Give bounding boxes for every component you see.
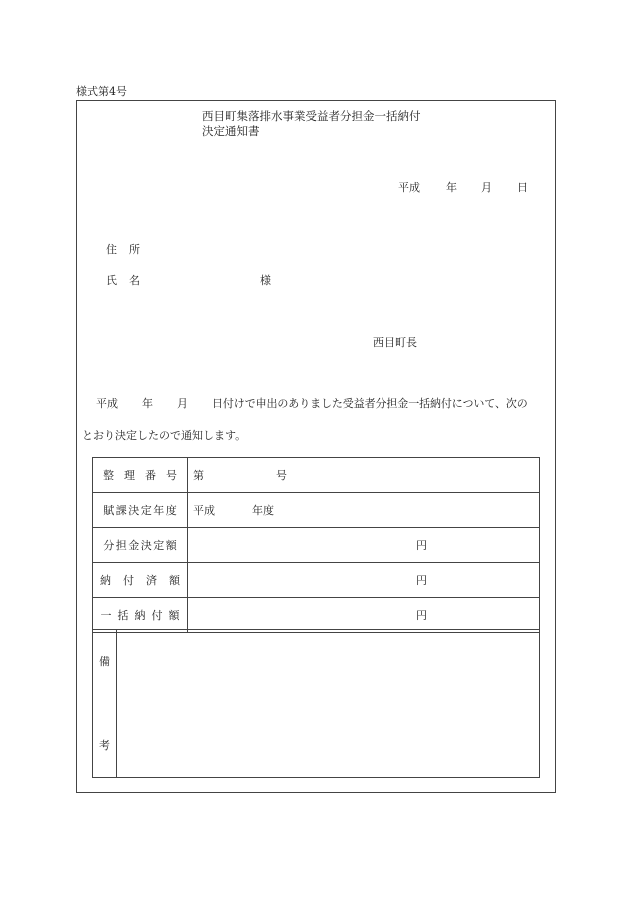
- value-suffix: 号: [276, 469, 287, 482]
- decision-table: [92, 457, 540, 633]
- row-label-lump-sum-amount: [93, 598, 188, 633]
- row-label-text: 整理番号: [103, 469, 187, 482]
- value-suffix: 円: [416, 574, 427, 587]
- row-label-assessment-year: [93, 493, 188, 528]
- value-suffix: 円: [416, 539, 427, 552]
- date-day: 日: [517, 181, 528, 194]
- row-label-paid-amount: [93, 563, 192, 598]
- table-row: [93, 493, 540, 528]
- name-label-2: 名: [129, 274, 140, 287]
- body-year: 年: [142, 397, 153, 410]
- date-era: 平成: [398, 181, 420, 194]
- title-line-2: 決定通知書: [202, 124, 260, 138]
- value-prefix: 平成: [193, 504, 215, 517]
- value-suffix: 年度: [252, 504, 274, 517]
- row-label-text: 一括納付額: [100, 609, 186, 622]
- remarks-label-2: 考: [99, 739, 110, 752]
- row-value-reference-number: [188, 458, 540, 493]
- remarks-box: [92, 629, 540, 778]
- value-prefix: 第: [193, 469, 204, 482]
- row-label-text: 納付済額: [100, 574, 192, 587]
- row-label-text: 賦課決定年度: [103, 504, 179, 517]
- remarks-label-cell: [93, 630, 117, 778]
- row-value-lump-sum-amount: [188, 598, 540, 633]
- row-value-paid-amount: [188, 563, 540, 598]
- body-era: 平成: [96, 397, 118, 410]
- row-label-reference-number: [93, 458, 188, 493]
- value-suffix: 円: [416, 609, 427, 622]
- honorific: 様: [260, 274, 271, 287]
- name-label-1: 氏: [106, 274, 117, 287]
- row-label-text: 分担金決定額: [103, 539, 179, 552]
- issuer: 西目町長: [373, 336, 417, 349]
- row-label-determined-amount: [93, 528, 188, 563]
- remarks-label-1: 備: [99, 655, 110, 668]
- date-month: 月: [481, 181, 492, 194]
- address-label-1: 住: [106, 243, 117, 256]
- row-value-determined-amount: [188, 528, 540, 563]
- remarks-content: [117, 630, 540, 778]
- table-row: [93, 598, 540, 633]
- form-number: 様式第4号: [76, 85, 127, 98]
- address-label-2: 所: [129, 243, 140, 256]
- date-year: 年: [446, 181, 457, 194]
- title-line-1: 西目町集落排水事業受益者分担金一括納付: [202, 109, 421, 123]
- table-row: [93, 528, 540, 563]
- row-value-assessment-year: [188, 493, 540, 528]
- table-row: [93, 563, 540, 598]
- body-line-2: とおり決定したので通知します。: [82, 429, 247, 442]
- body-month: 月: [177, 397, 188, 410]
- table-row: [93, 458, 540, 493]
- body-line-1-rest: 日付けで申出のありました受益者分担金一括納付について、次の: [212, 397, 528, 410]
